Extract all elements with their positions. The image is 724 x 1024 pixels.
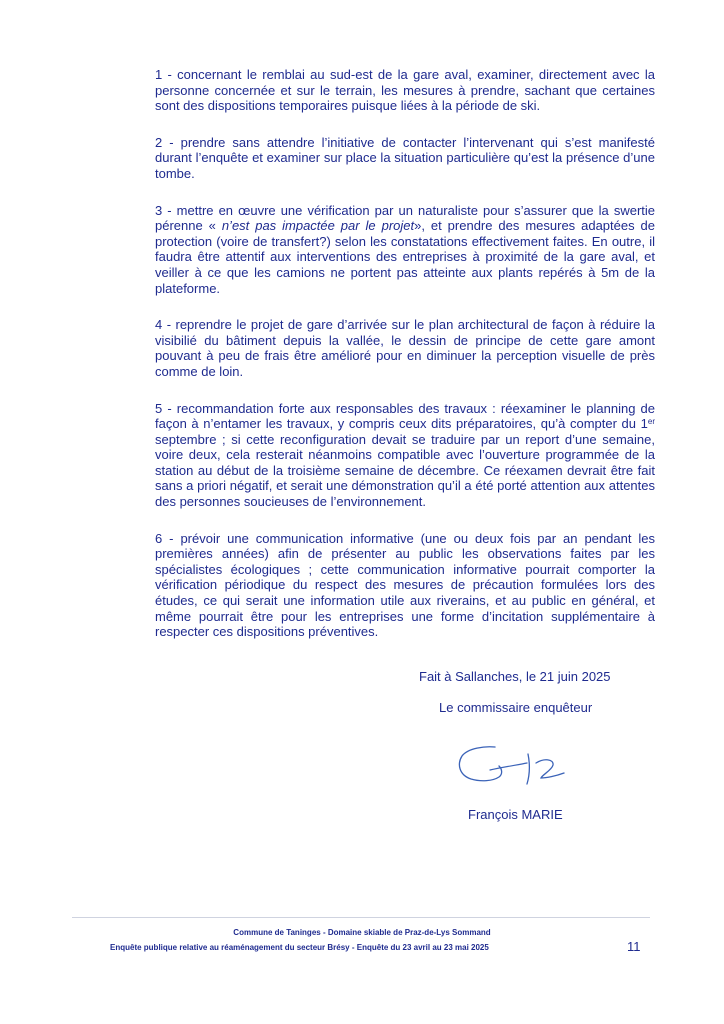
recommendation-3 <box>155 203 655 297</box>
recommendation-5 <box>155 401 655 510</box>
recommendation-3-quote: n’est pas impactée par le projet <box>221 218 415 234</box>
recommendation-3-text-end: », et prendre des mesures adaptées de protection (voire de transfert?) selon les constatations effectivement faites. En outre, il faudra être attentif aux interventions des entreprises à proximité de la gare aval, et veiller à ce que les camions ne portent pas atteinte aux plants repérés à 5m de la plateforme. <box>155 218 656 296</box>
footer-divider <box>72 917 650 918</box>
handwritten-signature <box>455 736 575 792</box>
recommendation-2: 2 - prendre sans attendre l’initiative de contacter l’intervenant qui s’est manifesté durant l’enquête et examiner sur place la situation particulière qu’est la présence d’une tombe. <box>155 134 655 181</box>
signer-role: Le commissaire enquêteur <box>439 700 593 715</box>
recommendations-list <box>155 67 655 661</box>
place-and-date: Fait à Sallanches, le 21 juin 2025 <box>419 669 611 684</box>
recommendation-4: 4 - reprendre le projet de gare d’arrivée sur le plan architectural de façon à réduire la visibilié du bâtiment depuis la vallée, le dessin de principe de cette gare amont pouvant à peu de frais être amélioré pour en diminuer la perception visuelle de près comme de loin. <box>155 317 655 379</box>
recommendation-6: 6 - prévoir une communication informative (une ou deux fois par an pendant les premières années) afin de présenter au public les observations faites par les spécialistes écologiques ; cette communication informative pourrait comporter la vérification périodique du respect des mesures de précaution formulées lors des études, ce qui serait une information utile aux riverains, et au public en général, et même pourrait être pour les entreprises une forme d’incitation supplémentaire à respecter ces dispositions préventives. <box>155 530 655 640</box>
footer-commune: Commune de Taninges - Domaine skiable de Praz-de-Lys Sommand <box>233 928 491 937</box>
page-number: 11 <box>627 939 641 954</box>
footer-enquete: Enquête publique relative au réaménagement du secteur Brésy - Enquête du 23 avril au 23 mai 2025 <box>110 943 489 952</box>
recommendation-3-text-start: 3 - mettre en œuvre une vérification par un naturaliste pour s’assurer que la swertie pérenne « <box>155 202 655 234</box>
recommendation-5-text-start: 5 - recommandation forte aux responsables des travaux : réexaminer le planning de façon à n’entamer les travaux, y compris ceux dits préparatoires, qu’à compter du 1 <box>155 400 655 432</box>
recommendation-5-text-end: septembre ; si cette reconfiguration devait se traduire par un report d’une semaine, voire deux, cela resterait néanmoins compatible avec l’ouverture programmée de la station au début de la troisième semaine de décembre. Ce réexamen devrait être fait sans a priori négatif, et serait une démonstration qu’il a été porté attention aux attentes des personnes soucieuses de l’environnement. <box>155 431 655 510</box>
recommendation-1: 1 - concernant le remblai au sud-est de la gare aval, examiner, directement avec la personne concernée et sur le terrain, les mesures à prendre, sachant que certaines sont des dispositions temporaires puisque liées à la période de ski. <box>155 67 655 114</box>
signer-name: François MARIE <box>468 807 563 822</box>
ordinal-superscript: er <box>647 417 655 427</box>
